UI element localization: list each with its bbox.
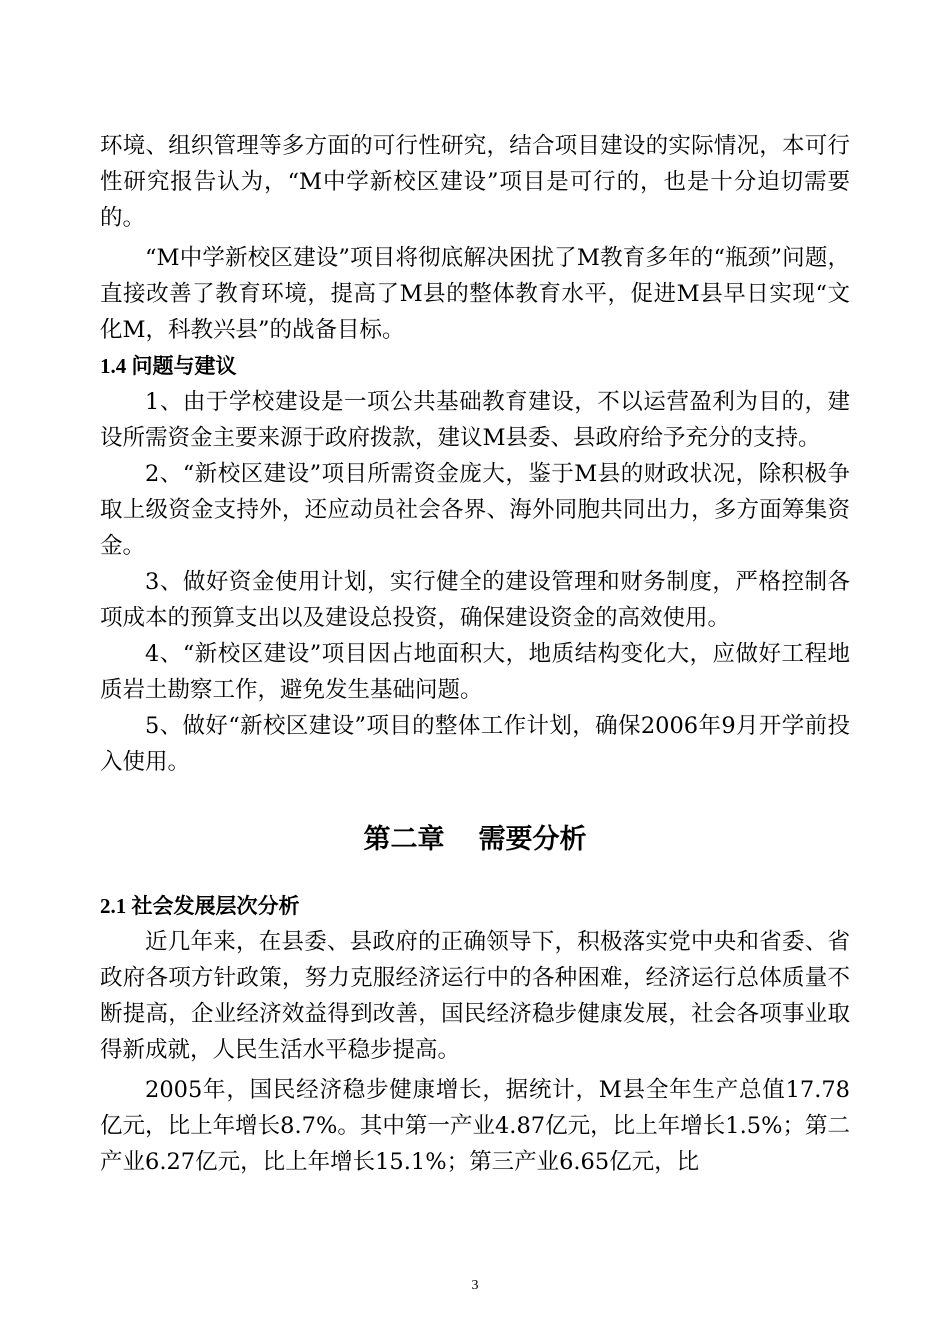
intro-paragraph-2: “M中学新校区建设”项目将彻底解决困扰了M教育多年的“瓶颈”问题，直接改善了教育环境，提高了M县的整体教育水平，促进M县早日实现“文化M，科教兴县”的战备目标。 <box>100 245 850 343</box>
chapter-name: 需要分析 <box>478 824 587 855</box>
suggestion-item-1: 1、由于学校建设是一项公共基础教育建设，不以运营盈利为目的，建设所需资金主要来源于政府拨款，建议M县委、县政府给予充分的支持。 <box>100 389 850 451</box>
suggestion-item-3: 3、做好资金使用计划，实行健全的建设管理和财务制度，严格控制各项成本的预算支出以及建设总投资，确保建设资金的高效使用。 <box>100 569 850 631</box>
chapter-number: 第二章 <box>363 824 445 855</box>
page-body <box>100 128 850 1180</box>
section-heading-2-1: 2.1 社会发展层次分析 <box>100 894 300 918</box>
analysis-paragraph-2: 2005年，国民经济稳步健康增长，据统计，M县全年生产总值17.78亿元，比上年增长8.7%。其中第一产业4.87亿元，比上年增长1.5%；第二产业6.27亿元，比上年增长15.1%；第三产业6.65亿元，比 <box>100 1077 850 1175</box>
suggestion-item-2: 2、“新校区建设”项目所需资金庞大，鉴于M县的财政状况，除积极争取上级资金支持外，还应动员社会各界、海外同胞共同出力，多方面筹集资金。 <box>100 461 850 559</box>
intro-paragraph-1: 环境、组织管理等多方面的可行性研究，结合项目建设的实际情况，本可行性研究报告认为，“M中学新校区建设”项目是可行的，也是十分迫切需要的。 <box>100 133 850 231</box>
suggestion-item-4: 4、“新校区建设”项目因占地面积大，地质结构变化大，应做好工程地质岩土勘察工作，避免发生基础问题。 <box>100 641 850 703</box>
analysis-paragraph-1: 近几年来，在县委、县政府的正确领导下，积极落实党中央和省委、省政府各项方针政策，努力克服经济运行中的各种困难，经济运行总体质量不断提高，企业经济效益得到改善，国民经济稳步健康发展，社会各项事业取得新成就，人民生活水平稳步提高。 <box>100 929 850 1063</box>
section-heading-1-4: 1.4 问题与建议 <box>100 354 237 378</box>
page-number: 3 <box>471 1278 479 1293</box>
chapter-title <box>100 820 850 860</box>
suggestion-item-5: 5、做好“新校区建设”项目的整体工作计划，确保2006年9月开学前投入使用。 <box>100 713 850 775</box>
